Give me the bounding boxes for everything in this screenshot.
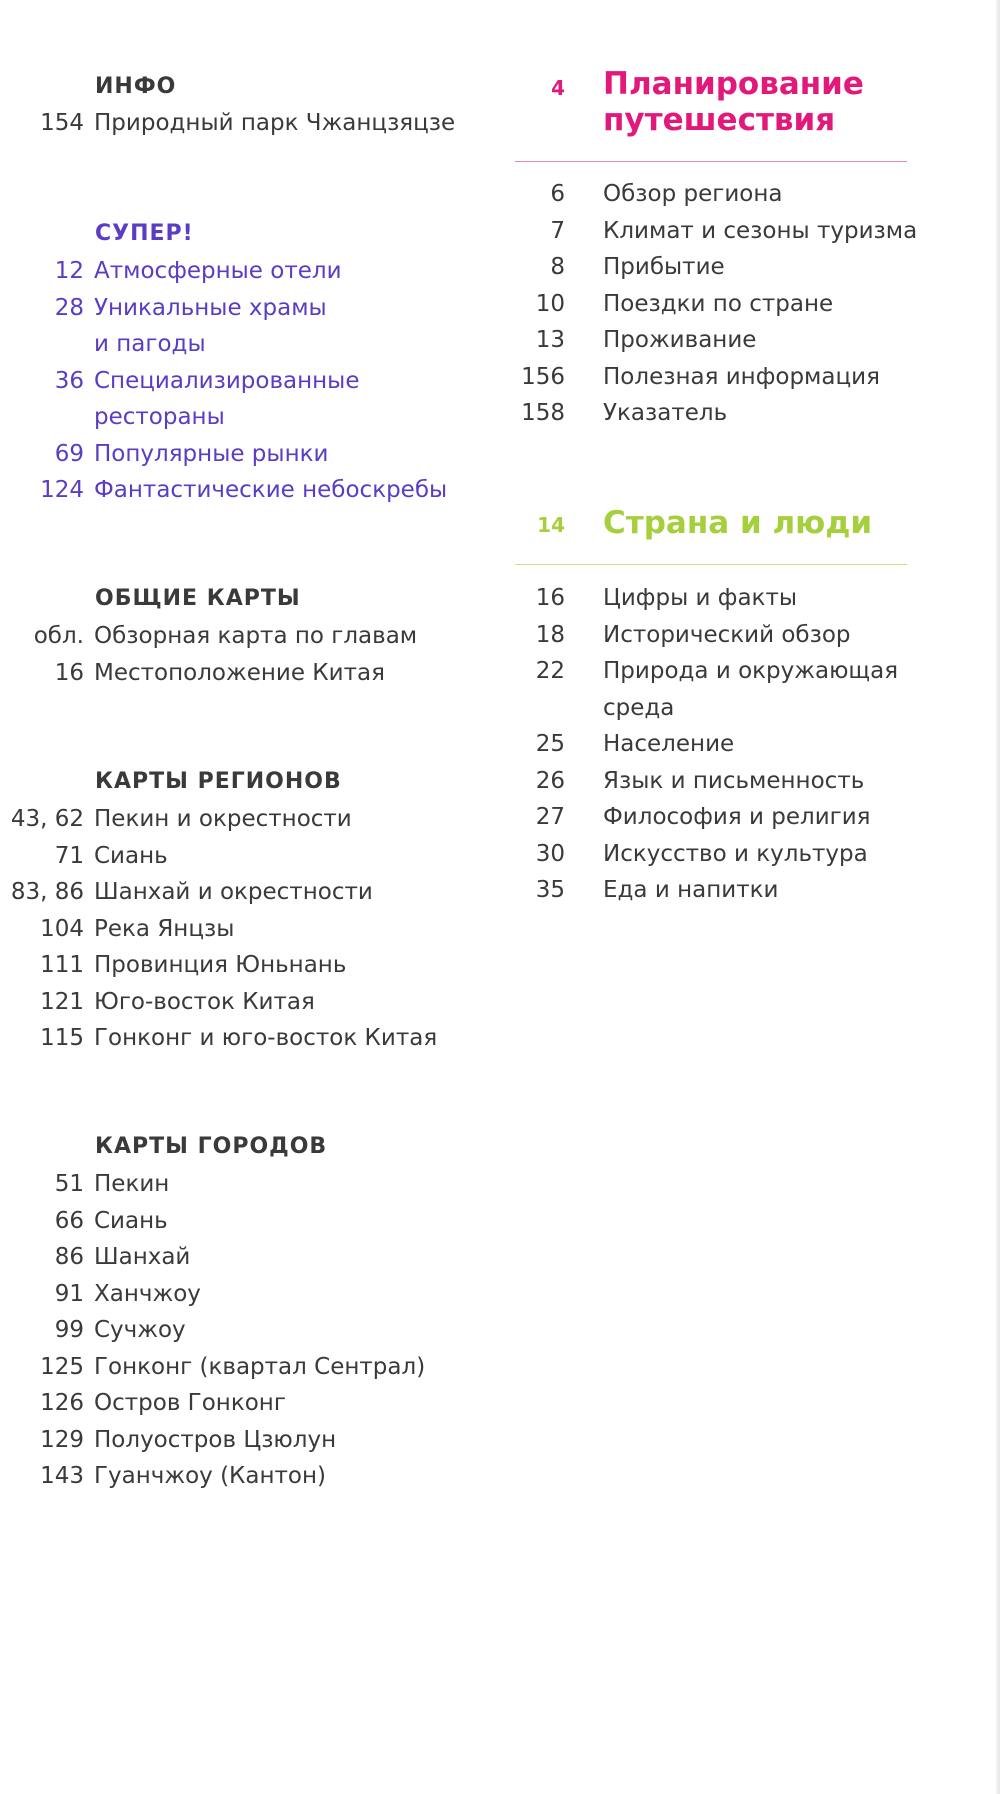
toc-entry[interactable] bbox=[0, 1352, 490, 1389]
section-title-region-maps: КАРТЫ РЕГИОНОВ bbox=[95, 769, 342, 794]
toc-entry[interactable] bbox=[0, 108, 490, 145]
toc-page: 156 bbox=[521, 363, 565, 390]
toc-page: 16 bbox=[535, 585, 565, 611]
toc-entry[interactable] bbox=[515, 875, 915, 912]
toc-page: 8 bbox=[550, 254, 565, 280]
toc-page: 126 bbox=[40, 1390, 84, 1416]
toc-page: 16 bbox=[54, 659, 84, 686]
toc-text: Пекин и окрестности bbox=[94, 806, 352, 832]
toc-entry[interactable] bbox=[515, 216, 918, 253]
toc-text: Ханчжоу bbox=[94, 1280, 201, 1307]
toc-text: Указатель bbox=[603, 400, 728, 426]
toc-page: 69 bbox=[54, 440, 84, 467]
toc-entry[interactable] bbox=[0, 439, 490, 476]
toc-text: Сиань bbox=[94, 842, 168, 869]
toc-text: Климат и сезоны туризма bbox=[603, 217, 918, 244]
toc-entry[interactable] bbox=[0, 1279, 490, 1316]
toc-text: Местоположение Китая bbox=[94, 659, 385, 686]
toc-text: Сучжоу bbox=[94, 1317, 186, 1343]
toc-entry-continuation[interactable] bbox=[515, 693, 915, 730]
section-title-general-maps: ОБЩИЕ КАРТЫ bbox=[95, 586, 301, 611]
toc-entry[interactable] bbox=[0, 1206, 490, 1243]
toc-text: Пекин bbox=[94, 1171, 170, 1197]
toc-text: Шанхай и окрестности bbox=[94, 879, 373, 905]
chapter-title[interactable]: Страна и люди bbox=[603, 505, 873, 541]
toc-entry[interactable] bbox=[0, 1461, 490, 1498]
toc-text: Юго-восток Китая bbox=[94, 988, 315, 1015]
toc-text: Полезная информация bbox=[603, 363, 880, 390]
toc-text: Обзорная карта по главам bbox=[94, 623, 418, 649]
toc-page: 51 bbox=[54, 1171, 84, 1197]
toc-page: 26 bbox=[535, 767, 565, 794]
chapter-page[interactable]: 4 bbox=[551, 76, 565, 100]
toc-entry[interactable] bbox=[515, 839, 915, 876]
chapter-divider bbox=[515, 161, 907, 162]
toc-entry[interactable] bbox=[0, 914, 490, 951]
toc-entry[interactable] bbox=[515, 802, 915, 839]
toc-page: 83, 86 bbox=[10, 879, 84, 905]
chapter-title-line1[interactable]: Планирование bbox=[603, 66, 864, 102]
toc-entry[interactable] bbox=[515, 289, 915, 326]
toc-text: Гуанчжоу (Кантон) bbox=[94, 1463, 326, 1489]
toc-entry[interactable] bbox=[515, 583, 915, 620]
toc-entry[interactable] bbox=[0, 475, 490, 512]
section-title-super: СУПЕР! bbox=[95, 221, 194, 246]
toc-entry[interactable] bbox=[515, 729, 915, 766]
toc-text: Остров Гонконг bbox=[94, 1390, 286, 1416]
toc-text: Искусство и культура bbox=[603, 840, 868, 867]
toc-page: 91 bbox=[54, 1280, 84, 1307]
toc-text: Сиань bbox=[94, 1207, 168, 1234]
toc-page: 129 bbox=[40, 1426, 84, 1453]
toc-entry[interactable] bbox=[515, 179, 915, 216]
toc-entry[interactable] bbox=[0, 293, 490, 330]
toc-entry[interactable] bbox=[0, 621, 490, 658]
toc-entry[interactable] bbox=[515, 656, 915, 693]
toc-page: 143 bbox=[40, 1463, 84, 1489]
toc-page: 22 bbox=[535, 658, 565, 684]
toc-entry[interactable] bbox=[0, 1023, 490, 1060]
toc-text: Поездки по стране bbox=[603, 290, 834, 317]
toc-text: среда bbox=[603, 694, 675, 721]
toc-text: Атмосферные отели bbox=[94, 258, 342, 284]
toc-text: Еда и напитки bbox=[603, 877, 779, 903]
toc-text: Природный парк Чжанцзяцзе bbox=[94, 110, 456, 136]
toc-page: 71 bbox=[54, 842, 84, 869]
toc-page: 35 bbox=[535, 877, 565, 903]
toc-page: 158 bbox=[521, 400, 565, 426]
toc-entry[interactable] bbox=[0, 366, 490, 403]
toc-page: 36 bbox=[54, 367, 84, 394]
toc-text: Популярные рынки bbox=[94, 440, 329, 467]
toc-text: и пагоды bbox=[94, 331, 206, 357]
toc-page: 28 bbox=[54, 294, 84, 321]
toc-entry[interactable] bbox=[0, 658, 490, 695]
toc-page: 7 bbox=[550, 217, 565, 244]
toc-entry[interactable] bbox=[0, 841, 490, 878]
toc-entry-continuation[interactable] bbox=[0, 402, 490, 439]
toc-page: 121 bbox=[40, 988, 84, 1015]
toc-text: Проживание bbox=[603, 327, 757, 353]
toc-entry[interactable] bbox=[0, 804, 490, 841]
section-title-info: ИНФО bbox=[95, 74, 177, 99]
toc-entry-continuation[interactable] bbox=[0, 329, 490, 366]
toc-text: Гонконг и юго-восток Китая bbox=[94, 1025, 438, 1051]
toc-page: 111 bbox=[40, 952, 84, 978]
toc-page: 12 bbox=[54, 258, 84, 284]
toc-page: 10 bbox=[535, 290, 565, 317]
toc-text: рестораны bbox=[94, 404, 225, 430]
toc-page: 154 bbox=[40, 110, 84, 136]
toc-page: 25 bbox=[535, 731, 565, 757]
toc-page: 30 bbox=[535, 840, 565, 867]
toc-page: 125 bbox=[40, 1353, 84, 1380]
toc-entry[interactable] bbox=[515, 252, 915, 289]
toc-entry[interactable] bbox=[515, 398, 915, 435]
toc-entry[interactable] bbox=[515, 620, 915, 657]
toc-entry[interactable] bbox=[0, 1315, 490, 1352]
toc-page: 18 bbox=[535, 621, 565, 648]
toc-entry[interactable] bbox=[0, 1425, 490, 1462]
toc-text: Специализированные bbox=[94, 367, 360, 394]
toc-text: Река Янцзы bbox=[94, 915, 235, 942]
toc-text: Уникальные храмы bbox=[94, 294, 327, 321]
toc-text: Шанхай bbox=[94, 1244, 191, 1270]
toc-page: 115 bbox=[40, 1025, 84, 1051]
toc-text: Язык и письменность bbox=[603, 767, 865, 794]
toc-text: Философия и религия bbox=[603, 804, 871, 830]
toc-page: 99 bbox=[54, 1317, 84, 1343]
toc-page: 43, 62 bbox=[10, 806, 84, 832]
toc-text: Провинция Юньнань bbox=[94, 952, 347, 978]
toc-page: 13 bbox=[535, 327, 565, 353]
toc-page: 6 bbox=[550, 181, 565, 207]
toc-text: Полуостров Цзюлун bbox=[94, 1426, 337, 1453]
section-title-city-maps: КАРТЫ ГОРОДОВ bbox=[95, 1134, 328, 1159]
page-edge bbox=[996, 0, 1000, 1794]
toc-page: 104 bbox=[40, 915, 84, 942]
toc-entry[interactable] bbox=[0, 950, 490, 987]
toc-entry[interactable] bbox=[0, 256, 490, 293]
toc-page: 27 bbox=[535, 804, 565, 830]
toc-text: Фантастические небоскребы bbox=[94, 477, 448, 503]
toc-text: Прибытие bbox=[603, 254, 725, 280]
toc-entry[interactable] bbox=[0, 987, 490, 1024]
toc-entry[interactable] bbox=[515, 325, 915, 362]
toc-entry[interactable] bbox=[515, 766, 915, 803]
toc-page: обл. bbox=[33, 623, 84, 649]
chapter-page[interactable]: 14 bbox=[537, 513, 565, 537]
toc-page: 86 bbox=[54, 1244, 84, 1270]
chapter-divider bbox=[515, 564, 907, 565]
toc-entry[interactable] bbox=[0, 1169, 490, 1206]
toc-text: Гонконг (квартал Сентрал) bbox=[94, 1353, 426, 1380]
toc-text: Обзор региона bbox=[603, 181, 783, 207]
toc-entry[interactable] bbox=[515, 362, 915, 399]
chapter-title-line2[interactable]: путешествия bbox=[603, 102, 836, 138]
toc-entry[interactable] bbox=[0, 877, 490, 914]
toc-page: 66 bbox=[54, 1207, 84, 1234]
toc-text: Исторический обзор bbox=[603, 621, 851, 648]
toc-entry[interactable] bbox=[0, 1242, 490, 1279]
toc-text: Население bbox=[603, 731, 735, 757]
toc-page: 124 bbox=[40, 477, 84, 503]
toc-text: Цифры и факты bbox=[603, 585, 798, 611]
toc-text: Природа и окружающая bbox=[603, 658, 899, 684]
toc-entry[interactable] bbox=[0, 1388, 490, 1425]
